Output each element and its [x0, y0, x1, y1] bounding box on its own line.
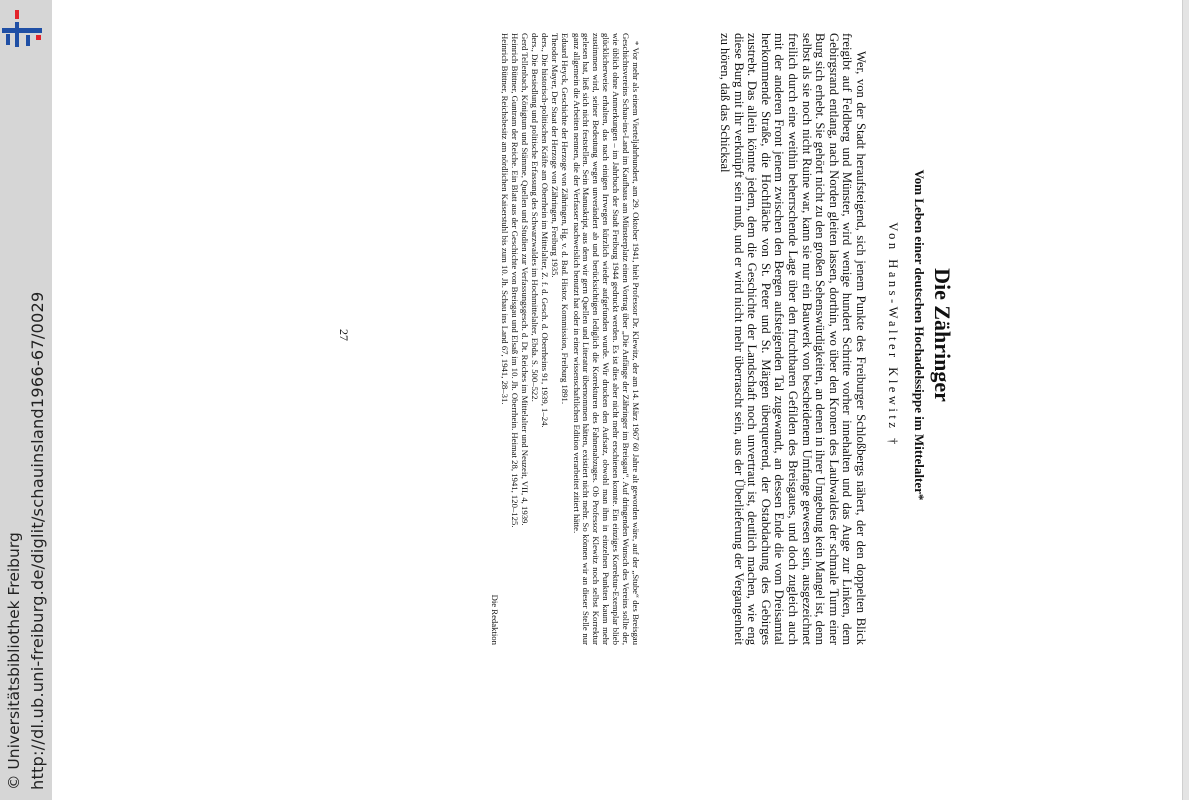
reference-item: ders., Die historisch-politischen Kräfte am Oberrhein im Mittelalter, Z. f. d. Gesch. d. Oberrheins 91, 1939, 1–24. [539, 33, 550, 428]
reference-item: Heinrich Büttner, Reichsbesitz am nördlichen Kaiserstuhl bis zum 10. Jh. Schau ins Land 67, 1941, 28–31. [500, 33, 511, 405]
reference-item: ders., Die Besiedlung und politische Erfassung des Schwarzwaldes im Hochmittelalter, Ebda. S. 500–522. [529, 33, 540, 402]
article-body: Wer, von der Stadt heraufsteigend, sich jenem Punkte des Freiburger Schloßbergs nähert, der den doppelten Blick freigibt auf Feldberg und Münster, wird wenige hundert Schritte vorher innehalten und das Auge zur Linken, dem Gebirgsrand entlang, nach Norden gleiten lassen, dorthin, wo über den Kronen des Laubwaldes der schmale Turm einer Burg sich erhebt. Sie gehört nicht zu den großen Sehenswürdigkeiten, an denen in ihrer Umgebung kein Mangel ist, denn selbst als sie noch nicht Ruine war, kann sie nur ein Bauwerk von bescheidenem Umfange gewesen sein, ausgezeichnet freilich durch eine weithin beherrschende Lage über den fruchtbaren Gefilden des Breisgaues, und doch zugleich auch mit der anderen Front jenem zwischen den Bergen aufsteigenden Tal zugewandt, an dessen Ende die vom Dreisamtal herkommende Straße, die Hochfläche von St. Peter und St. Märgen überquerend, der Ostabdachung des Gebirges zustrebt. Das allein könnte jedem, dem die Geschichte der Landschaft noch unvertraut ist, deutlich machen, wie eng diese Burg mit ihr verknüpft sein muß, und er wird nicht mehr überrascht sein, aus der Überlieferung der Vergangenheit zu hören, daß das Schicksal [718, 33, 868, 645]
scanned-page [315, 25, 955, 645]
viewer-scroll-edge[interactable] [1182, 0, 1189, 800]
viewer-sidebar [0, 0, 52, 800]
article-author: Von Hans-Walter Klewitz † [886, 222, 900, 448]
footnote [489, 33, 640, 645]
reference-item: Heinrich Büttner, Guntram der Reiche. Ein Blatt aus der Geschichte von Breisgau und Elsaß im 10. Jh. Oberrhein. Heimat 28, 1941, 120–125. [510, 33, 521, 528]
copyright-notice: © Universitätsbibliothek Freiburg [5, 532, 23, 790]
article-title: Die Zähringer [930, 268, 955, 402]
reference-item: Theodor Mayer, Der Staat der Herzoge von Zähringen, Freiburg 1935. [549, 33, 560, 278]
article-subtitle: Vom Leben einer deutschen Hochadelssippe im Mittelalter* [912, 169, 927, 501]
page-number: 27 [337, 329, 351, 341]
footnote-intro: * Vor mehr als einem Vierteljahrhundert, am 29. Oktober 1941, hielt Professor Dr. Klewitz, der am 14. März 1967 60 Jahre alt geworden wäre, auf der „Stube“ des Breisgau Geschichtsvereins Schau-ins-Land im Kaufhaus am Münsterplatz einen Vortrag über „Die Anfänge der Zähringer im Breisgau“. Auf dringenden Wunsch des Vereins sollte der, wie üblich ohne Anmerkungen – im Jahrbuch der Stadt Freiburg 1944 gedruckt werden. Es ist dies aber nicht mehr erschienen konnte. Ein einziges Korrektur-Exemplar blieb glücklicherweise erhalten, das nach einigen Irrwegen kürzlich wieder aufgefunden wurde. Wir drucken den Aufsatz, obwohl man ihm in einzelnen Punkten kaum mehr zustimmen wird, seiner Bedeutung wegen unverändert ab und berücksichtigen lediglich die Korrekturen des Fahnenabzuges. Ob Professor Klewitz noch selbst Korrektur gelesen hat, ließ sich nicht feststellen. Sein Manuskript, aus dem wir gern Quellen und Literatur übernommen hätten, existiert nicht mehr. So können wir an dieser Stelle nur ganz allgemein die Arbeiten nennen, die der Verfasser nachweislich benutzt hat oder in einer wissenschaftlichen Edition verarbeitet zitiert hätte. [571, 33, 641, 645]
reference-list [499, 33, 568, 645]
document-url[interactable]: http://dl.ub.uni-freiburg.de/diglit/schauinsland1966-67/0029 [28, 291, 47, 790]
footnote-signature: Die Redaktion [490, 594, 501, 645]
reference-item: Gerd Tellenbach, Königtum und Stämme, Quellen und Studien zur Verfassungsgesch. d. Dt. Reiches im Mittelalter und Neuzeit, VII, 4, 1939. [520, 33, 531, 526]
reference-item: Eduard Heyck, Geschichte der Herzoge von Zähringen, Hg. v. d. Bad. Histor. Kommission, Freiburg 1891. [559, 33, 570, 405]
university-library-logo [0, 8, 46, 52]
